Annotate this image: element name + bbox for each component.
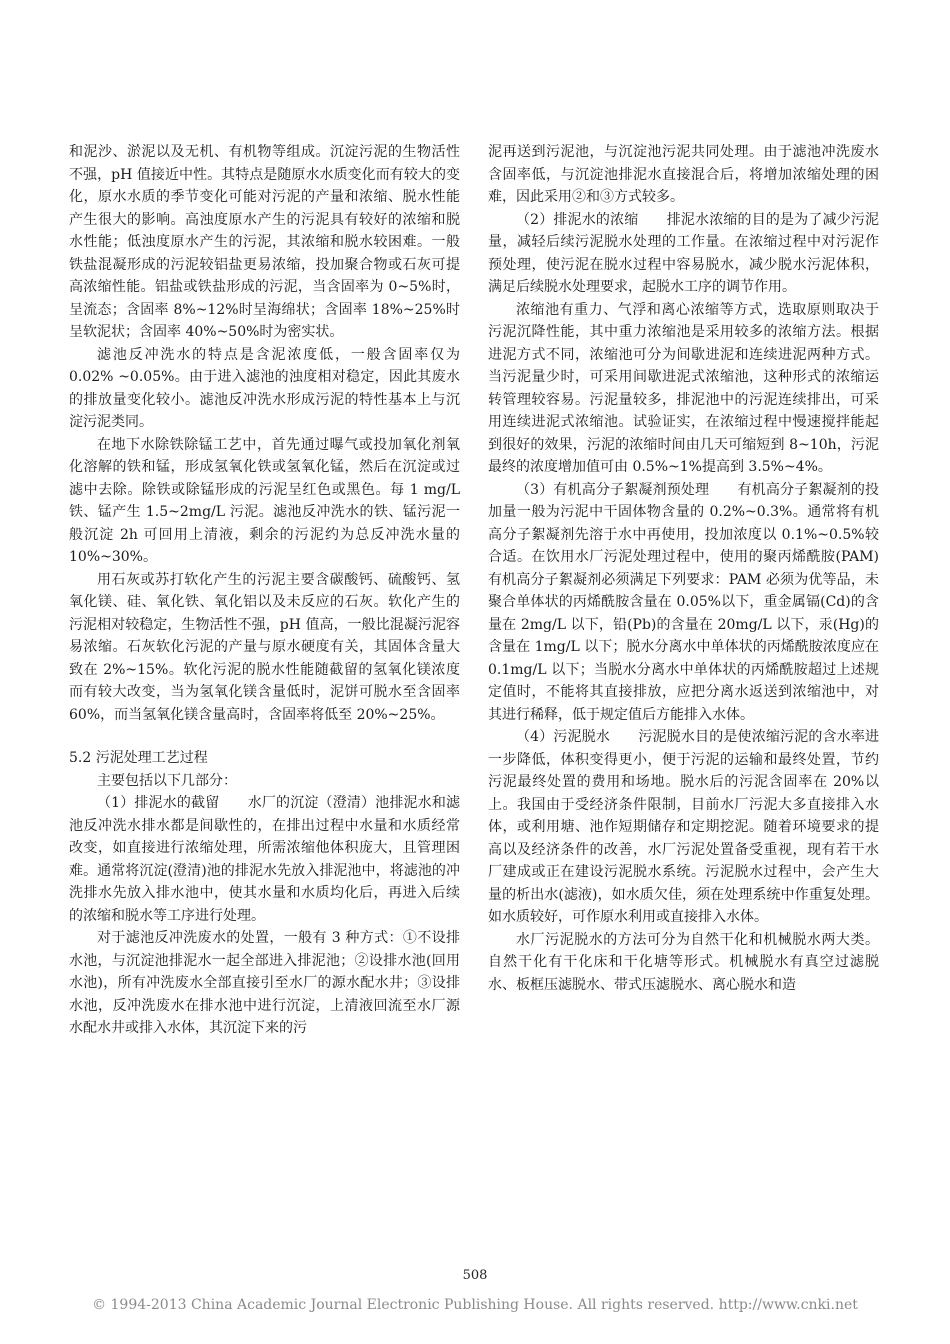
paragraph: 在地下水除铁除锰工艺中，首先通过曝气或投加氧化剂氧化溶解的铁和锰，形成氢氧化铁或氢氧化锰，然后在沉淀或过滤中去除。除铁或除锰形成的污泥呈红色或黑色。每 1 mg/L 铁、锰产生 1.5~2mg/L 污泥。滤池反冲洗水的铁、锰污泥一般沉淀 2h 可回用上清液，剩余的污泥约为总反冲洗水量的 10%~30%。 — [69, 436, 460, 565]
paragraph: 浓缩池有重力、气浮和离心浓缩等方式，选取原则取决于污泥沉降性能，其中重力浓缩池是采用较多的浓缩方法。根据进泥方式不同，浓缩池可分为间歇进泥和连续进泥两种方式。当污泥量少时，可采用间歇进泥式浓缩池，这种形式的浓缩运转管理较容易。污泥量较多，排泥池中的污泥连续排出，可采用连续进泥式浓缩池。试验证实，在浓缩过程中慢速搅拌能起到很好的效果，污泥的浓缩时间由几天可缩短到 8~10h，污泥最终的浓度增加值可由 0.5%~1%提高到 3.5%~4%。 — [488, 301, 879, 475]
copyright-footer: © 1994-2013 China Academic Journal Electronic Publishing House. All rights reserved. http://www.cnki.net — [92, 1297, 858, 1313]
left-column — [69, 141, 460, 1040]
paragraph: 滤池反冲洗水的特点是含泥浓度低，一般含固率仅为 0.02% ~0.05%。由于进入滤池的浊度相对稳定，因此其废水的排放量变化较小。滤池反冲洗水形成污泥的特性基本上与沉淀污泥类同。 — [69, 346, 460, 430]
section-heading: 5.2 污泥处理工艺过程 — [69, 750, 208, 766]
paragraph: 主要包括以下几部分： — [97, 772, 237, 789]
paragraph: 泥再送到污泥池，与沉淀池污泥共同处理。由于滤池冲洗废水含固率低，与沉淀池排泥水直接混合后，将增加浓缩处理的困难，因此采用②和③方式较多。 — [488, 144, 879, 205]
right-column — [488, 141, 879, 996]
page-number: 508 — [462, 1268, 488, 1283]
paragraph: （4）污泥脱水 污泥脱水目的是使浓缩污泥的含水率进一步降低，体积变得更小，便于污泥的运输和最终处置，节约污泥最终处置的费用和场地。脱水后的污泥含固率在 20%以上。我国由于受经济条件限制，目前水厂污泥大多直接排入水体，或利用塘、池作短期储存和定期挖泥。随着环境要求的提高以及经济条件的改善，水厂污泥处置备受重视，现有若干水厂建成或正在建设污泥脱水系统。污泥脱水过程中，会产生大量的析出水(滤液)，如水质欠佳，须在处理系统中作重复处理。如水质较好，可作原水利用或直接排入水体。 — [488, 729, 879, 925]
paragraph: 和泥沙、淤泥以及无机、有机物等组成。沉淀污泥的生物活性不强，pH 值接近中性。其特点是随原水水质变化而有较大的变化，原水水质的季节变化可能对污泥的产量和浓缩、脱水性能产生很大的影响。高浊度原水产生的污泥具有较好的浓缩和脱水性能；低浊度原水产生的污泥，其浓缩和脱水较困难。一般铁盐混凝形成的污泥较铝盐更易浓缩，投加聚合物或石灰可提高浓缩性能。铝盐或铁盐形成的污泥，当含固率为 0~5%时，呈流态；含固率 8%~12%时呈海绵状；含固率 18%~25%时呈软泥状；含固率 40%~50%时为密实状。 — [69, 144, 460, 340]
paragraph: （3）有机高分子絮凝剂预处理 有机高分子絮凝剂的投加量一般为污泥中干固体物含量的 0.2%~0.3%。通常将有机高分子絮凝剂先溶于水中再使用，投加浓度以 0.1%~0.5%较合适。在饮用水厂污泥处理过程中，使用的聚丙烯酰胺(PAM)有机高分子絮凝剂必须满足下列要求：PAM 必须为优等品，未聚合单体状的丙烯酰胺含量在 0.05%以下，重金属镉(Cd)的含量在 2mg/L 以下，铅(Pb)的含量在 20mg/L 以下，汞(Hg)的含量在 1mg/L 以下；脱水分离水中单体状的丙烯酰胺浓度应在 0.1mg/L 以下；当脱水分离水中单体状的丙烯酰胺超过上述规定值时，不能将其直接排放，应把分离水返送到浓缩池中，对其进行稀释，低于规定值后方能排入水体。 — [488, 481, 879, 723]
paragraph: 对于滤池反冲洗废水的处置，一般有 3 种方式：①不设排水池，与沉淀池排泥水一起全部进入排泥池；②设排水池(回用水池)，所有冲洗废水全部直接引至水厂的源水配水井；③设排水池，反冲洗废水在排水池中进行沉淀，上清液回流至水厂源水配水井或排入水体，其沉淀下来的污 — [69, 930, 460, 1036]
paragraph: （2）排泥水的浓缩 排泥水浓缩的目的是为了减少污泥量，减轻后续污泥脱水处理的工作量。在浓缩过程中对污泥作预处理，使污泥在脱水过程中容易脱水，减少脱水污泥体积，满足后续脱水处理要求，起脱水工序的调节作用。 — [488, 211, 879, 295]
paragraph: 用石灰或苏打软化产生的污泥主要含碳酸钙、硫酸钙、氢氧化镁、硅、氧化铁、氧化铝以及未反应的石灰。软化产生的污泥相对较稳定，生物活性不强，pH 值高，一般比混凝污泥容易浓缩。石灰软化污泥的产量与原水硬度有关，其固体含量大致在 2%~15%。软化污泥的脱水性能随截留的氢氧化镁浓度而有较大改变，当为氢氧化镁含量低时，泥饼可脱水至含固率 60%，而当氢氧化镁含量高时，含固率将低至 20%~25%。 — [69, 571, 460, 723]
paragraph: 水厂污泥脱水的方法可分为自然干化和机械脱水两大类。自然干化有干化床和干化塘等形式。机械脱水有真空过滤脱水、板框压滤脱水、带式压滤脱水、离心脱水和造 — [488, 931, 879, 993]
paragraph: （1）排泥水的截留 水厂的沉淀（澄清）池排泥水和滤池反冲洗水排水都是间歇性的，在排出过程中水量和水质经常改变，如直接进行浓缩处理，所需浓缩他体积庞大，且管理困难。通常将沉淀(澄清)池的排泥水先放入排泥池中，将滤池的冲洗排水先放入排水池中，使其水量和水质均化后，再进入后续的浓缩和脱水等工序进行处理。 — [69, 795, 460, 924]
